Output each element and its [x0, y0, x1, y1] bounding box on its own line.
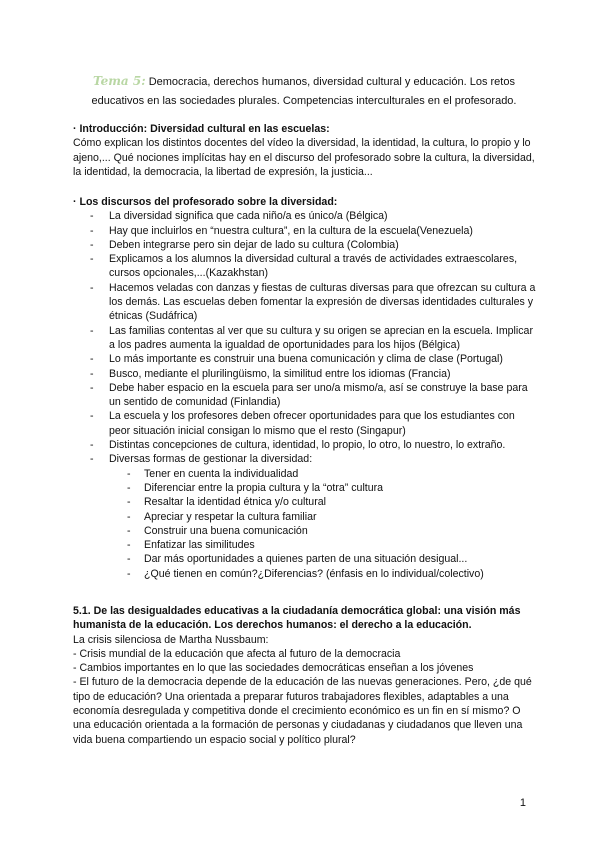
- section-line: - Crisis mundial de la educación que afecta al futuro de la democracia: [73, 647, 401, 660]
- list-item: - La escuela y los profesores deben ofrecer oportunidades para que los estudiantes con peor situación inicial consigan lo mismo que el resto (Singapur): [73, 409, 537, 438]
- list-item: - Las familias contentas al ver que su cultura y su origen se aprecian en la escuela. Implicar a los padres aumenta la igualdad de oportunidades para los hijos (Bélgica): [73, 324, 537, 353]
- list-item: - Explicamos a los alumnos la diversidad cultural a través de actividades extraescolares, cursos opcionales,...(Kazakhstan): [73, 252, 537, 281]
- intro-body: Cómo explican los distintos docentes del vídeo la diversidad, la identidad, la cultura, lo propio y lo ajeno,... Qué nociones implícitas hay en el discurso del profesorado sobre la cultura, la diversidad, la identidad, la democracia, la libertad de expresión, la justicia...: [73, 137, 535, 178]
- sublist-item: - Dar más oportunidades a quienes parten de una situación desigual...: [73, 552, 537, 566]
- list-item: - La diversidad significa que cada niño/a es único/a (Bélgica): [73, 209, 537, 223]
- document-title: [74, 72, 534, 111]
- list-item: - Hacemos veladas con danzas y fiestas de culturas diversas para que ofrezcan su cultura a los demás. Las escuelas deben fomentar la expresión de diversas identidades culturales y étnicas (Sudáfrica): [73, 281, 537, 324]
- sublist-item: - ¿Qué tienen en común?¿Diferencias? (énfasis en lo individual/colectivo): [73, 567, 537, 581]
- sublist-item: - Tener en cuenta la individualidad: [73, 467, 537, 481]
- page-number: 1: [519, 797, 526, 809]
- sublist-item: - Apreciar y respetar la cultura familiar: [73, 510, 537, 524]
- sublist-item: - Construir una buena comunicación: [73, 524, 537, 538]
- section-line: - El futuro de la democracia depende de la educación de las nuevas generaciones. Pero, ¿de qué tipo de educación? Una orientada a preparar futuros trabajadores flexibles, adaptables a una economía desregulada y competitiva donde el crecimiento económico es un fin en sí mismo? O una educación orientada a la formación de personas y ciudadanas y ciudadanos que lleven una vida buena compartiendo un espacio social y político plural?: [73, 676, 532, 746]
- list-item: - Busco, mediante el plurilingüismo, la similitud entre los idiomas (Francia): [73, 367, 537, 381]
- section-line: - Cambios importantes en lo que las sociedades democráticas enseñan a los jóvenes: [73, 662, 474, 675]
- discursos-heading: · Los discursos del profesorado sobre la diversidad:: [73, 196, 338, 208]
- intro-section: [73, 122, 537, 179]
- tema-label: Tema 5:: [93, 74, 146, 88]
- list-item: [73, 452, 537, 466]
- title-text: Democracia, derechos humanos, diversidad cultural y educación. Los retos educativos en las sociedades plurales. Competencias interculturales en el profesorado.: [91, 76, 517, 107]
- list-item: - Distintas concepciones de cultura, identidad, lo propio, lo otro, lo nuestro, lo extraño.: [73, 438, 537, 452]
- list-item: - Debe haber espacio en la escuela para ser uno/a mismo/a, así se construye la base para un sentido de comunidad (Finlandia): [73, 381, 537, 410]
- discursos-list: [73, 209, 537, 466]
- sublist-item: - Resaltar la identidad étnica y/o cultural: [73, 495, 537, 509]
- gestion-sublist: [73, 467, 537, 581]
- list-item-label: Diversas formas de gestionar la diversidad:: [109, 453, 313, 466]
- section-line: La crisis silenciosa de Martha Nussbaum:: [73, 633, 269, 646]
- sublist-item: - Diferenciar entre la propia cultura y la “otra” cultura: [73, 481, 537, 495]
- list-item: - Lo más importante es construir una buena comunicación y clima de clase (Portugal): [73, 352, 537, 366]
- section-5-1: [73, 604, 537, 747]
- section-5-1-heading: 5.1. De las desigualdades educativas a la ciudadanía democrática global: una visión más humanista de la educación. Los derechos humanos: el derecho a la educación.: [73, 605, 521, 632]
- list-item: - Hay que incluirlos en “nuestra cultura”, en la cultura de la escuela(Venezuela): [73, 224, 537, 238]
- discursos-section: [73, 195, 537, 581]
- list-item: - Deben integrarse pero sin dejar de lado su cultura (Colombia): [73, 238, 537, 252]
- intro-heading: · Introducción: Diversidad cultural en las escuelas:: [73, 123, 330, 135]
- sublist-item: - Enfatizar las similitudes: [73, 538, 537, 552]
